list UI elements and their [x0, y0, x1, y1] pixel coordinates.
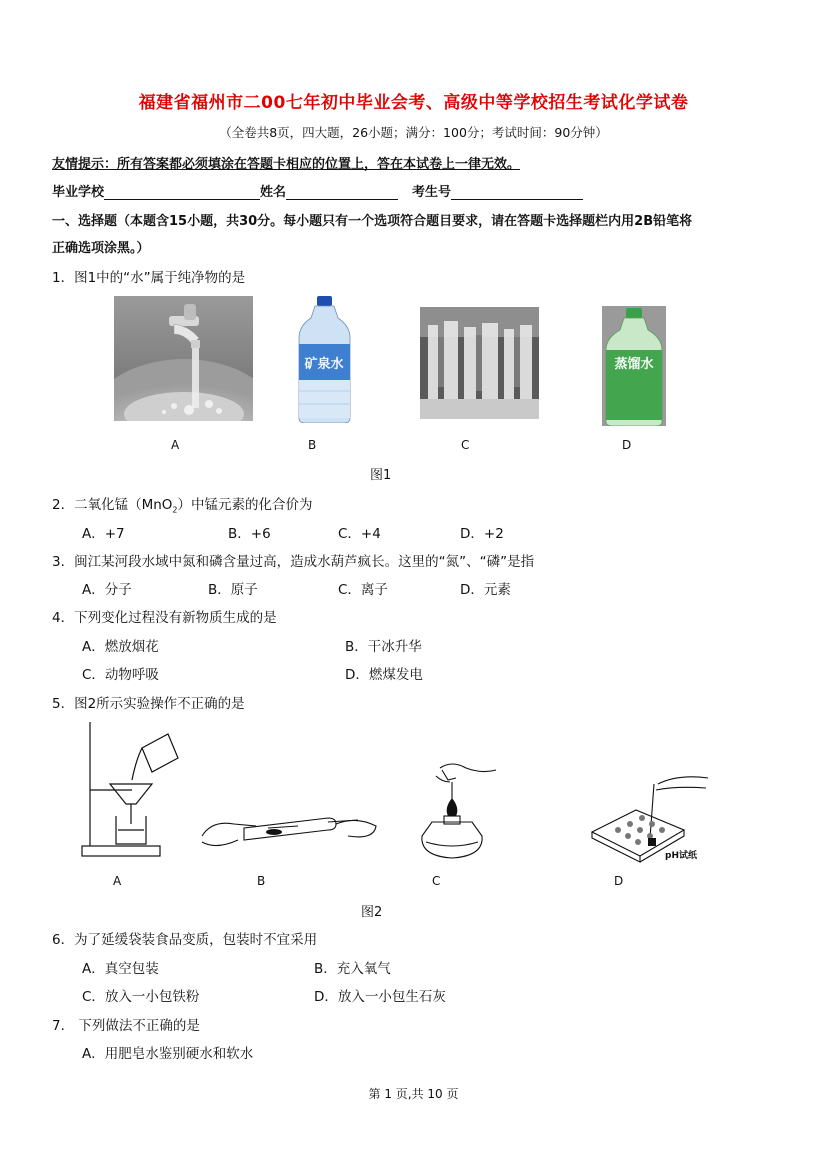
q5-drawing-b-test-tube — [198, 806, 380, 854]
q1-photo-c-waterfall — [420, 307, 539, 419]
q3-option-a: A．分子 — [82, 582, 132, 598]
exam-no-blank[interactable] — [451, 186, 583, 200]
q7-option-a: A．用肥皂水鉴别硬水和软水 — [82, 1046, 254, 1062]
q1-label-d: D — [622, 438, 632, 452]
q4-stem: 4．下列变化过程没有新物质生成的是 — [52, 610, 277, 626]
q6-option-a: A．真空包装 — [82, 961, 159, 977]
q1-photo-b-mineral-water — [298, 296, 351, 423]
q6-option-c: C．放入一小包铁粉 — [82, 989, 200, 1005]
q1-photo-d-distilled-water — [602, 306, 666, 426]
q2-stem-sub: 2 — [172, 505, 178, 515]
q4-option-b: B．干冰升华 — [345, 639, 422, 655]
q3-option-c: C．离子 — [338, 582, 388, 598]
q5-label-b: B — [257, 874, 266, 888]
name-blank[interactable] — [286, 186, 398, 200]
q5-label-a: A — [113, 874, 122, 888]
q2-stem-post: ）中锰元素的化合价为 — [177, 497, 313, 513]
q2-option-b: B．+6 — [228, 526, 271, 542]
q4-option-a: A．燃放烟花 — [82, 639, 159, 655]
q7-stem: 7． 下列做法不正确的是 — [52, 1018, 200, 1034]
q5-figure-caption: 图2 — [361, 905, 383, 920]
q6-option-b: B．充入氧气 — [314, 961, 391, 977]
section1-heading-line1: 一、选择题（本题含15小题，共30分。每小题只有一个选项符合题目要求，请在答题卡选择题栏内用2B铅笔将 — [52, 214, 693, 229]
q3-stem: 3．闽江某河段水域中氮和磷含量过高，造成水葫芦疯长。这里的“氮”、“磷”是指 — [52, 554, 535, 570]
student-info-line — [52, 181, 583, 200]
q1-label-c: C — [461, 438, 470, 452]
q2-stem-pre: 2．二氧化锰（MnO — [52, 497, 173, 513]
section1-heading-line2: 正确选项涂黑。） — [52, 241, 150, 256]
exam-no-label: 考生号 — [412, 185, 452, 200]
school-blank[interactable] — [104, 186, 260, 200]
page-footer: 第 1 页,共 10 页 — [368, 1087, 459, 1101]
q5-drawing-d-ph-paper — [588, 772, 720, 864]
bottle-d-label-text: 蒸馏水 — [614, 357, 654, 372]
exam-title: 福建省福州市二00七年初中毕业会考、高级中等学校招生考试化学试卷 — [138, 93, 689, 113]
q1-stem: 1．图1中的“水”属于纯净物的是 — [52, 270, 246, 286]
q2-option-a: A．+7 — [82, 526, 125, 542]
q2-option-c: C．+4 — [338, 526, 381, 542]
q5-stem: 5．图2所示实验操作不正确的是 — [52, 696, 245, 712]
q1-label-a: A — [171, 438, 180, 452]
school-label: 毕业学校 — [52, 185, 105, 200]
q4-option-c: C．动物呼吸 — [82, 667, 159, 683]
q4-option-d: D．燃煤发电 — [345, 667, 423, 683]
q1-photo-a-faucet — [114, 296, 253, 421]
q1-label-b: B — [308, 438, 317, 452]
q2-stem — [52, 493, 313, 515]
q5-label-c: C — [432, 874, 441, 888]
q5-drawing-c-alcohol-lamp — [412, 760, 498, 862]
q5-label-d: D — [614, 874, 624, 888]
q6-stem: 6．为了延缓袋装食品变质，包装时不宜采用 — [52, 932, 318, 948]
friendly-tip: 友情提示：所有答案都必须填涂在答题卡相应的位置上，答在本试卷上一律无效。 — [52, 157, 521, 172]
q3-option-b: B．原子 — [208, 582, 258, 598]
q3-option-d: D．元素 — [460, 582, 511, 598]
q6-option-d: D．放入一小包生石灰 — [314, 989, 446, 1005]
exam-subtitle: （全卷共8页，四大题，26小题；满分：100分；考试时间：90分钟） — [219, 125, 608, 140]
q5-ph-paper-label: pH试纸 — [665, 851, 697, 861]
q1-figure-caption: 图1 — [370, 468, 392, 483]
bottle-b-label-text: 矿泉水 — [304, 357, 344, 372]
name-label: 姓名 — [260, 185, 287, 200]
q5-drawing-a-filtration — [80, 720, 180, 862]
q2-option-d: D．+2 — [460, 526, 504, 542]
